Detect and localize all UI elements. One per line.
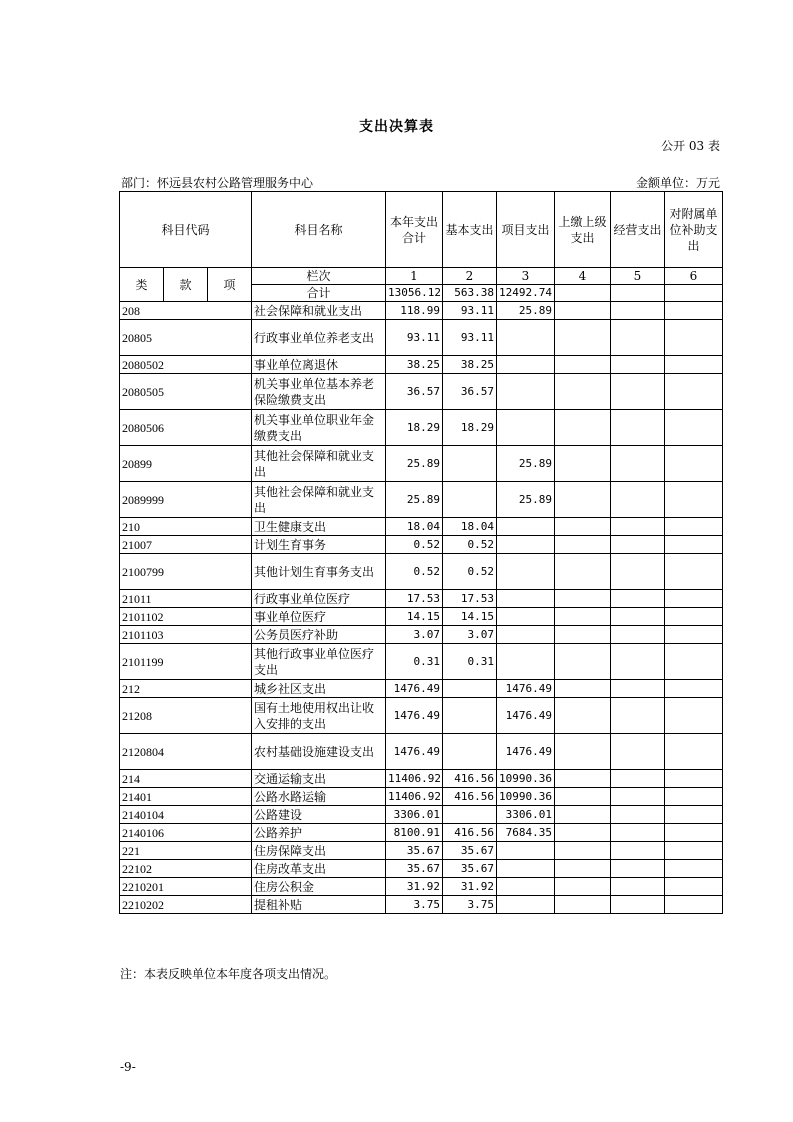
row-name: 其他社会保障和就业支出 <box>252 446 386 482</box>
row-c1: 3.75 <box>386 896 443 914</box>
row-name: 机关事业单位职业年金缴费支出 <box>252 410 386 446</box>
row-c1: 35.67 <box>386 860 443 878</box>
row-name: 农村基础设施建设支出 <box>252 734 386 770</box>
row-c1: 3.07 <box>386 626 443 644</box>
header-lanci: 栏次 <box>252 268 386 285</box>
page-number: -9- <box>120 1060 136 1074</box>
row-c3 <box>497 608 555 626</box>
table-row <box>120 320 723 356</box>
row-c3: 10990.36 <box>497 770 555 788</box>
table-title: 支出决算表 <box>359 119 434 135</box>
row-c2 <box>443 482 497 518</box>
row-c3: 25.89 <box>497 302 555 320</box>
header-col6: 对附属单位补助支出 <box>665 192 723 268</box>
row-c3 <box>497 644 555 680</box>
row-code: 2080505 <box>120 374 252 410</box>
row-name: 国有土地使用权出让收入安排的支出 <box>252 698 386 734</box>
row-code: 2140104 <box>120 806 252 824</box>
row-name: 其他行政事业单位医疗支出 <box>252 644 386 680</box>
table-row <box>120 536 723 554</box>
row-c3 <box>497 554 555 590</box>
row-code: 2120804 <box>120 734 252 770</box>
row-c3 <box>497 896 555 914</box>
row-c3: 1476.49 <box>497 698 555 734</box>
header-n4: 4 <box>555 268 611 285</box>
row-name: 公路建设 <box>252 806 386 824</box>
row-c2: 3.07 <box>443 626 497 644</box>
row-c1: 118.99 <box>386 302 443 320</box>
header-xiang: 项 <box>208 268 252 302</box>
row-name: 住房改革支出 <box>252 860 386 878</box>
row-c1: 11406.92 <box>386 770 443 788</box>
table-row <box>120 698 723 734</box>
row-c2 <box>443 446 497 482</box>
table-row <box>120 842 723 860</box>
row-c1: 0.31 <box>386 644 443 680</box>
table-row <box>120 356 723 374</box>
table-row <box>120 518 723 536</box>
row-c1: 25.89 <box>386 482 443 518</box>
table-row <box>120 824 723 842</box>
header-col2: 基本支出 <box>443 192 497 268</box>
row-c3 <box>497 878 555 896</box>
row-c1: 35.67 <box>386 842 443 860</box>
row-name: 其他社会保障和就业支出 <box>252 482 386 518</box>
row-name: 公路养护 <box>252 824 386 842</box>
row-name: 行政事业单位养老支出 <box>252 320 386 356</box>
row-name: 事业单位离退休 <box>252 356 386 374</box>
row-c2: 0.52 <box>443 536 497 554</box>
row-c1: 1476.49 <box>386 734 443 770</box>
header-n2: 2 <box>443 268 497 285</box>
row-c2: 36.57 <box>443 374 497 410</box>
row-c3: 1476.49 <box>497 680 555 698</box>
expenditure-table <box>119 191 723 914</box>
row-c2: 38.25 <box>443 356 497 374</box>
row-code: 2080502 <box>120 356 252 374</box>
header-code: 科目代码 <box>120 192 252 268</box>
row-c2: 3.75 <box>443 896 497 914</box>
row-c1: 11406.92 <box>386 788 443 806</box>
table-row <box>120 734 723 770</box>
header-col5: 经营支出 <box>611 192 665 268</box>
header-n5: 5 <box>611 268 665 285</box>
row-c1: 1476.49 <box>386 680 443 698</box>
row-c3: 10990.36 <box>497 788 555 806</box>
row-c2: 35.67 <box>443 842 497 860</box>
table-row <box>120 554 723 590</box>
row-name: 卫生健康支出 <box>252 518 386 536</box>
total-c5 <box>611 285 665 302</box>
row-name: 机关事业单位基本养老保险缴费支出 <box>252 374 386 410</box>
row-c1: 3306.01 <box>386 806 443 824</box>
row-c2: 416.56 <box>443 788 497 806</box>
row-code: 2140106 <box>120 824 252 842</box>
table-row <box>120 680 723 698</box>
row-c2 <box>443 680 497 698</box>
row-c3 <box>497 356 555 374</box>
row-c3 <box>497 842 555 860</box>
row-code: 210 <box>120 518 252 536</box>
table-note: 注：本表反映单位本年度各项支出情况。 <box>120 967 337 981</box>
table-body <box>120 302 723 914</box>
row-c3 <box>497 590 555 608</box>
row-c3 <box>497 410 555 446</box>
row-code: 22102 <box>120 860 252 878</box>
row-c2: 416.56 <box>443 824 497 842</box>
row-name: 公务员医疗补助 <box>252 626 386 644</box>
table-row <box>120 860 723 878</box>
row-name: 社会保障和就业支出 <box>252 302 386 320</box>
row-c1: 31.92 <box>386 878 443 896</box>
header-name: 科目名称 <box>252 192 386 268</box>
row-code: 2101199 <box>120 644 252 680</box>
header-kuan: 款 <box>164 268 208 302</box>
row-c3 <box>497 518 555 536</box>
total-c1: 13056.12 <box>386 285 443 302</box>
row-name: 行政事业单位医疗 <box>252 590 386 608</box>
header-col4: 上缴上级支出 <box>555 192 611 268</box>
row-code: 2080506 <box>120 410 252 446</box>
row-code: 2101103 <box>120 626 252 644</box>
row-c3: 25.89 <box>497 446 555 482</box>
row-c3 <box>497 626 555 644</box>
row-c2: 35.67 <box>443 860 497 878</box>
row-c1: 38.25 <box>386 356 443 374</box>
row-c2: 31.92 <box>443 878 497 896</box>
row-c2: 93.11 <box>443 320 497 356</box>
row-c1: 25.89 <box>386 446 443 482</box>
row-code: 214 <box>120 770 252 788</box>
row-c1: 93.11 <box>386 320 443 356</box>
row-c1: 0.52 <box>386 554 443 590</box>
table-row <box>120 590 723 608</box>
row-c1: 36.57 <box>386 374 443 410</box>
header-col1: 本年支出合计 <box>386 192 443 268</box>
row-c2: 17.53 <box>443 590 497 608</box>
header-lei: 类 <box>120 268 164 302</box>
row-c2 <box>443 806 497 824</box>
table-row <box>120 806 723 824</box>
row-code: 2101102 <box>120 608 252 626</box>
row-c3: 1476.49 <box>497 734 555 770</box>
row-c3: 25.89 <box>497 482 555 518</box>
table-row <box>120 644 723 680</box>
total-c2: 563.38 <box>443 285 497 302</box>
row-c3: 7684.35 <box>497 824 555 842</box>
row-code: 20805 <box>120 320 252 356</box>
row-c2: 0.31 <box>443 644 497 680</box>
total-c4 <box>555 285 611 302</box>
row-c1: 14.15 <box>386 608 443 626</box>
table-row <box>120 788 723 806</box>
table-row <box>120 410 723 446</box>
row-code: 21011 <box>120 590 252 608</box>
row-c2: 93.11 <box>443 302 497 320</box>
row-name: 交通运输支出 <box>252 770 386 788</box>
row-c2 <box>443 698 497 734</box>
row-c1: 18.04 <box>386 518 443 536</box>
row-code: 21401 <box>120 788 252 806</box>
row-c2: 14.15 <box>443 608 497 626</box>
row-code: 21007 <box>120 536 252 554</box>
table-row <box>120 302 723 320</box>
row-c1: 0.52 <box>386 536 443 554</box>
total-c6 <box>665 285 723 302</box>
header-col3: 项目支出 <box>497 192 555 268</box>
row-c1: 17.53 <box>386 590 443 608</box>
header-n6: 6 <box>665 268 723 285</box>
row-code: 2210202 <box>120 896 252 914</box>
row-c3: 3306.01 <box>497 806 555 824</box>
row-name: 城乡社区支出 <box>252 680 386 698</box>
table-row <box>120 374 723 410</box>
row-c2: 18.29 <box>443 410 497 446</box>
table-row <box>120 626 723 644</box>
row-c2: 416.56 <box>443 770 497 788</box>
row-code: 20899 <box>120 446 252 482</box>
row-code: 2100799 <box>120 554 252 590</box>
row-code: 2089999 <box>120 482 252 518</box>
row-name: 事业单位医疗 <box>252 608 386 626</box>
table-row <box>120 608 723 626</box>
row-name: 公路水路运输 <box>252 788 386 806</box>
total-c3: 12492.74 <box>497 285 555 302</box>
table-row <box>120 482 723 518</box>
row-name: 住房公积金 <box>252 878 386 896</box>
table-row <box>120 446 723 482</box>
total-label: 合计 <box>252 285 386 302</box>
table-row <box>120 896 723 914</box>
row-c1: 1476.49 <box>386 698 443 734</box>
row-code: 208 <box>120 302 252 320</box>
row-c1: 8100.91 <box>386 824 443 842</box>
table-row <box>120 770 723 788</box>
header-n3: 3 <box>497 268 555 285</box>
unit-label: 金额单位：万元 <box>635 176 720 190</box>
row-c3 <box>497 320 555 356</box>
row-c2: 0.52 <box>443 554 497 590</box>
row-code: 221 <box>120 842 252 860</box>
row-c2: 18.04 <box>443 518 497 536</box>
row-code: 2210201 <box>120 878 252 896</box>
row-c2 <box>443 734 497 770</box>
row-c3 <box>497 536 555 554</box>
row-code: 212 <box>120 680 252 698</box>
department-label: 部门：怀远县农村公路管理服务中心 <box>121 176 314 190</box>
row-c3 <box>497 860 555 878</box>
row-c1: 18.29 <box>386 410 443 446</box>
table-row <box>120 878 723 896</box>
row-name: 其他计划生育事务支出 <box>252 554 386 590</box>
row-c3 <box>497 374 555 410</box>
row-name: 住房保障支出 <box>252 842 386 860</box>
row-name: 提租补贴 <box>252 896 386 914</box>
header-n1: 1 <box>386 268 443 285</box>
row-name: 计划生育事务 <box>252 536 386 554</box>
form-code: 公开 03 表 <box>661 139 720 153</box>
row-code: 21208 <box>120 698 252 734</box>
